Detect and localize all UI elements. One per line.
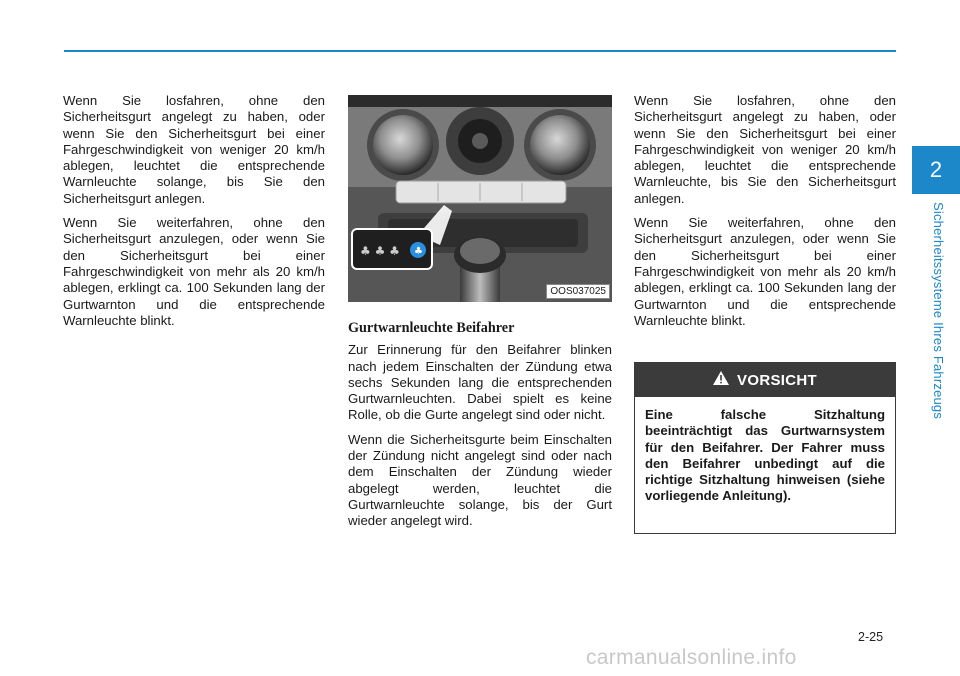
warning-triangle-icon	[713, 371, 729, 389]
dashboard-figure	[348, 95, 612, 302]
chapter-number: 2	[929, 157, 943, 182]
column-left	[63, 93, 325, 337]
paragraph: Wenn Sie losfahren, ohne den Sicherheitsgurt angelegt zu haben, oder wenn Sie den Sicherheitsgurt bei einer Fahrgeschwindigkeit von weniger 20 km/h ablegen, leuchtet die entsprechende Warnleuchte, bis Sie den Sicherheitsgurt anlegen.	[634, 93, 896, 206]
caution-title: VORSICHT	[737, 371, 817, 389]
column-middle	[348, 320, 612, 538]
caution-text: Eine falsche Sitzhaltung beeinträchtigt das Gurtwarnsystem für den Beifahrer. Der Fahrer muss den Beifahrer unbedingt auf die richtige Sitzhaltung hinweisen (siehe vorliegende Anleitung).	[645, 407, 885, 504]
page-number: 2-25	[858, 630, 884, 644]
paragraph: Zur Erinnerung für den Beifahrer blinken nach jedem Einschalten der Zündung etwa sechs Sekunden lang die entsprechenden Gurtwarnleuchten. Dabei spielt es keine Rolle, ob die Gurte angelegt sind oder nicht.	[348, 342, 612, 423]
paragraph: Wenn Sie weiterfahren, ohne den Sicherheitsgurt anzulegen, oder wenn Sie den Sicherheitsgurt bei einer Fahrgeschwindigkeit von mehr als 20 km/h ablegen, erklingt ca. 100 Sekunden lang der Gurtwarnton und die entsprechende Warnleuchte blinkt.	[63, 215, 325, 328]
caution-box	[634, 362, 896, 534]
watermark: carmanualsonline.info	[586, 646, 797, 669]
svg-text:♣: ♣	[414, 246, 423, 257]
figure-code: OOS037025	[546, 284, 610, 299]
column-right	[634, 93, 896, 337]
chapter-title: Sicherheitssysteme Ihres Fahrzeugs	[931, 202, 946, 420]
paragraph: Wenn Sie weiterfahren, ohne den Sicherheitsgurt anzulegen, oder wenn Sie den Sicherheitsgurt bei einer Fahrgeschwindigkeit von mehr als 20 km/h ablegen, erklingt ca. 100 Sekunden lang der Gurtwarnton und die entsprechende Warnleuchte blinkt.	[634, 215, 896, 328]
dashboard-illustration	[348, 95, 612, 302]
svg-text:♣ ♣ ♣: ♣ ♣ ♣	[360, 244, 400, 258]
header-rule	[64, 50, 896, 52]
section-heading: Gurtwarnleuchte Beifahrer	[348, 320, 515, 336]
paragraph: Wenn die Sicherheitsgurte beim Einschalten der Zündung nicht angelegt sind oder nach dem Einschalten der Zündung wieder abgelegt werden, leuchtet die Gurtwarnleuchte solange, bis der Gurt wieder angelegt wird.	[348, 431, 612, 529]
caution-header	[635, 363, 895, 397]
paragraph: Wenn Sie losfahren, ohne den Sicherheitsgurt angelegt zu haben, oder wenn Sie den Sicherheitsgurt bei einer Fahrgeschwindigkeit von weniger 20 km/h ablegen, leuchtet die entsprechende Warnleuchte solange, bis Sie den Sicherheitsgurt anlegen.	[63, 93, 325, 206]
chapter-number-tab[interactable]	[912, 146, 960, 194]
